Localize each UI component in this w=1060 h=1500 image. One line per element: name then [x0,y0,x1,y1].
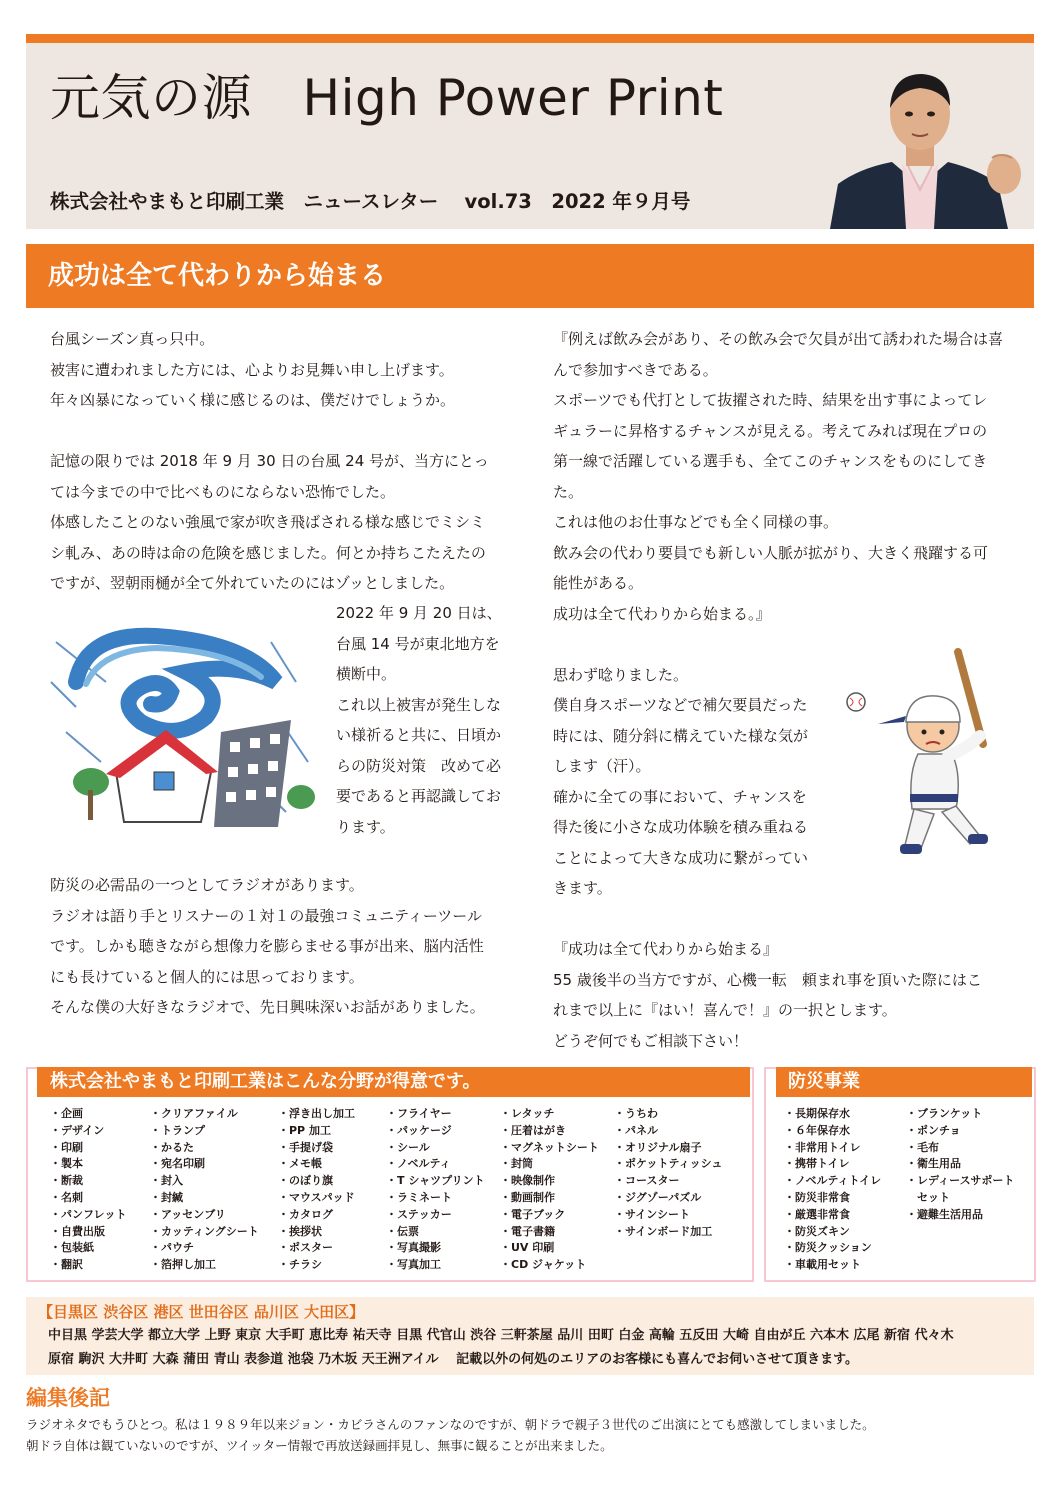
body-line: ては今までの中で比べものにならない恐怖でした。 [50,482,396,501]
list-item: ・手提げ袋 [278,1140,333,1154]
list-item: ・挨拶状 [278,1224,322,1238]
list-item: ・ブランケット [906,1107,983,1120]
body-line: 成功は全て代わりから始まる。』 [553,604,771,623]
list-item: ・包装紙 [50,1241,94,1255]
body-line: ラジオネタでもうひとつ。私は１９８９年以来ジョン・カビラさんのファンなのですが、朝ドラで親子３世代のご出演にとても感激してしまいました。 [26,1417,875,1432]
list-item: ・封緘 [150,1190,183,1204]
body-line: 体感したことのない強風で家が吹き飛ばされる様な感じでミシミ [50,513,486,531]
list-item: ・圧着はがき [500,1123,566,1137]
body-line: 『例えば飲み会があり、その飲み会で欠員が出て誘われた場合は喜 [553,330,1004,348]
body-line: 横断中。 [336,665,397,683]
disaster-list-col-1 [784,1106,881,1274]
list-item: ・６年保存水 [784,1123,850,1137]
body-line: ギュラーに昇格するチャンスが見える。考えてみれば現在プロの [553,421,988,440]
list-item: ・企画 [50,1107,83,1120]
typhoon-caption-text [336,598,502,842]
list-item: ・封筒 [500,1157,533,1171]
body-line: 時には、随分斜に構えていた様な気が [553,726,809,745]
list-item: ・メモ帳 [278,1157,322,1171]
typhoon-illustration [46,622,316,832]
list-item: ・名刺 [50,1190,83,1204]
left-column-bottom [50,870,485,1023]
list-item: ・翻訳 [50,1258,83,1272]
body-line: 能性がある。 [553,574,644,592]
body-line: ラジオは語り手とリスナーの１対１の最強コミュニティーツール [50,906,483,925]
service-area-line: 原宿 駒沢 大井町 大森 蒲田 青山 表参道 池袋 乃木坂 天王洲アイル 記載以外の何処のエリアのお客様にも喜んでお伺いさせて頂きます。 [48,1352,859,1367]
list-item: ・チラシ [278,1258,322,1272]
list-item: ・電子ブック [500,1207,566,1221]
disaster-list-col-2 [906,1106,1014,1224]
list-item: ・断裁 [50,1174,83,1188]
list-item: ・UV 印刷 [500,1241,555,1255]
list-item: セット [906,1190,950,1204]
list-item: ・長期保存水 [784,1107,850,1120]
list-item: ・映像制作 [500,1174,555,1188]
services-list-col-2 [150,1106,259,1274]
list-item: ・オリジナル扇子 [614,1140,702,1154]
list-item: ・カッティングシート [150,1224,259,1238]
list-item: ・ノベルティトイレ [784,1174,882,1188]
list-item: ・防災クッション [784,1241,872,1255]
disaster-title: 防災事業 [788,1071,860,1092]
body-line: 台風 14 号が東北地方を [336,634,500,653]
service-area-title: 【目黒区 渋谷区 港区 世田谷区 品川区 大田区】 [38,1303,365,1321]
list-item: ・コースター [614,1174,680,1188]
list-item: ・カタログ [278,1207,333,1221]
list-item: ・非常用トイレ [784,1140,861,1154]
body-line: らの防災対策 改めて必 [336,756,502,775]
list-item: ・パウチ [150,1241,194,1255]
header-accent-bar [26,34,1034,43]
list-item: ・避難生活用品 [906,1207,983,1221]
blank-line [50,416,520,447]
body-line: どうぞ何でもご相談下さい！ [553,1031,749,1050]
services-list-col-6 [614,1106,722,1240]
list-item: ・印刷 [50,1140,83,1154]
list-item: ・防災ズキン [784,1224,850,1238]
body-line: れまで以上に『はい！喜んで！』の一択とします。 [553,1001,897,1019]
list-item: ・レタッチ [500,1107,555,1120]
body-line: にも長けていると個人的には思っております。 [50,967,364,986]
list-item: ・電子書籍 [500,1224,555,1238]
author-photo [830,56,1030,229]
baseball-batter-illustration [838,644,1018,860]
services-list-col-3 [278,1106,355,1274]
list-item: ・サインシート [614,1207,690,1221]
list-item: ・写真撮影 [386,1241,441,1255]
body-line: 記憶の限りでは 2018 年 9 月 30 日の台風 24 号が、当方にとっ [50,452,489,470]
list-item: ・宛名印刷 [150,1157,205,1171]
list-item: ・封入 [150,1174,183,1188]
list-item: ・ステッカー [386,1207,452,1221]
body-line: 防災の必需品の一つとしてラジオがあります。 [50,876,364,894]
list-item: ・携帯トイレ [784,1157,850,1171]
list-item: ・うちわ [614,1107,658,1120]
body-line: んで参加すべきである。 [553,360,718,379]
list-item: ・レディースサポート [906,1174,1015,1188]
body-line: です。しかも聴きながら想像力を膨らませる事が出来、脳内活性 [50,937,484,955]
list-item: ・浮き出し加工 [278,1107,355,1120]
body-line: ります。 [336,817,395,836]
body-line: 朝ドラ自体は観ていないのですが、ツイッター情報で再放送録画拝見し、無事に観ることが出来ました。 [26,1438,613,1453]
list-item: ・アッセンブリ [150,1207,226,1221]
list-item: ・パッケージ [386,1123,452,1137]
list-item: ・マグネットシート [500,1140,599,1154]
editor-note-text [26,1414,875,1456]
list-item: ・自費出版 [50,1224,105,1238]
body-line: 飲み会の代わり要員でも新しい人脈が拡がり、大きく飛躍する可 [553,543,989,562]
body-line: 第一線で活躍している選手も、全てこのチャンスをものにしてき [553,452,988,470]
list-item: ・パネル [614,1123,658,1137]
body-line: これは他のお仕事などでも全く同様の事。 [553,513,839,531]
newsletter-subtitle: 株式会社やまもと印刷工業 ニュースレター vol.73 2022 年９月号 [50,190,691,213]
left-column [50,324,520,599]
body-line: きます。 [553,879,612,897]
service-area-line: 中目黒 学芸大学 都立大学 上野 東京 大手町 恵比寿 祐天寺 目黒 代官山 渋谷 三軒茶屋 品川 田町 白金 高輪 五反田 大崎 自由が丘 六本木 広尾 新宿 代々木 [48,1328,954,1343]
body-line: 得た後に小さな成功体験を積み重ねる [553,818,809,836]
body-line: 確かに全ての事において、チャンスを [553,787,807,806]
list-item: ・ラミネート [386,1190,452,1204]
list-item: ・伝票 [386,1224,419,1238]
body-line: た。 [553,482,584,501]
services-list-col-4 [386,1106,485,1274]
list-item: ・クリアファイル [150,1107,238,1120]
list-item: ・トランプ [150,1123,205,1137]
list-item: ・シール [386,1140,430,1154]
body-line: 2022 年 9 月 20 日は、 [336,604,502,622]
body-line: 55 歳後半の当方ですが、心機一転 頼まれ事を頂いた際にはこ [553,970,982,989]
body-line: 年々凶暴になっていく様に感じるのは、僕だけでしょうか。 [50,391,456,409]
list-item: ・車載用セット [784,1258,861,1272]
list-item: ・デザイン [50,1123,105,1137]
list-item: ・のぼり旗 [278,1174,333,1188]
list-item: ・ノベルティ [386,1157,451,1171]
body-line: これ以上被害が発生しな [336,695,502,714]
list-item: ・サインボード加工 [614,1224,713,1238]
list-item: ・マウスパッド [278,1190,355,1204]
body-line: 要であると再認識してお [336,787,502,805]
list-item: ・ポンチョ [906,1123,961,1137]
body-line: 『成功は全て代わりから始まる』 [553,940,779,958]
list-item: ・写真加工 [386,1258,441,1272]
body-line: します（汗）。 [553,757,651,775]
blank-line [553,904,1023,935]
list-item: ・動画制作 [500,1190,555,1204]
body-line: ことによって大きな成功に繋がってい [553,848,809,867]
body-line: 思わず唸りました。 [553,665,689,684]
services-list-col-1 [50,1106,126,1274]
services-list-col-5 [500,1106,599,1274]
body-line: そんな僕の大好きなラジオで、先日興味深いお話がありました。 [50,998,485,1016]
list-item: ・T シャツプリント [386,1174,485,1188]
body-line: 僕自身スポーツなどで補欠要員だった [553,696,808,714]
services-title: 株式会社やまもと印刷工業はこんな分野が得意です。 [50,1071,481,1092]
list-item: ・ポケットティッシュ [614,1157,723,1171]
list-item: ・毛布 [906,1140,939,1154]
body-line: 被害に遭われました方には、心よりお見舞い申し上げます。 [50,360,454,379]
newsletter-title: 元気の源 High Power Print [50,69,724,127]
list-item: ・CD ジャケット [500,1258,587,1272]
list-item: ・箔押し加工 [150,1258,216,1272]
body-line: ですが、翌朝雨樋が全て外れていたのにはゾッとしました。 [50,574,455,592]
list-item: ・ポスター [278,1241,333,1255]
list-item: ・衛生用品 [906,1157,961,1171]
headline: 成功は全て代わりから始まる [48,261,387,291]
body-line: スポーツでも代打として抜擢された時、結果を出す事によってレ [553,391,988,409]
list-item: ・パンフレット [50,1207,127,1221]
body-line: い様祈ると共に、日頃か [336,726,502,744]
editor-note-title: 編集後記 [26,1386,110,1410]
list-item: ・フライヤー [386,1107,452,1120]
list-item: ・厳選非常食 [784,1207,850,1221]
list-item: ・かるた [150,1140,194,1154]
body-line: 台風シーズン真っ只中。 [50,330,215,348]
list-item: ・PP 加工 [278,1123,331,1137]
list-item: ・製本 [50,1157,83,1171]
list-item: ・ジグゾーパズル [614,1190,702,1204]
list-item: ・防災非常食 [784,1190,850,1204]
body-line: シ軋み、あの時は命の危険を感じました。何とか持ちこたえたの [50,543,486,562]
